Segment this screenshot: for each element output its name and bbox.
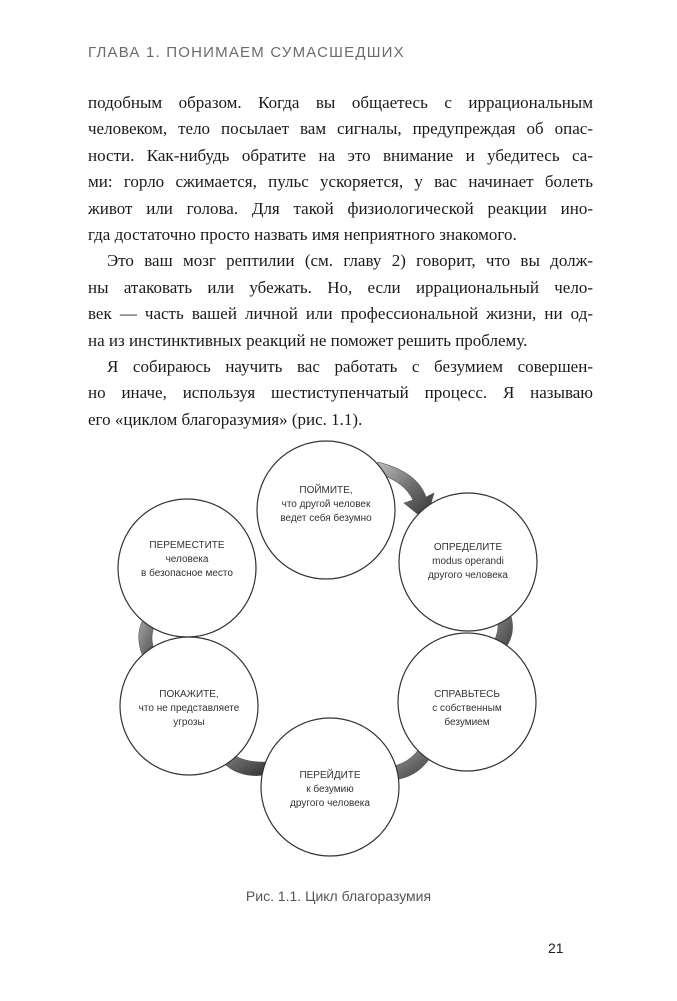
step-3-line-3: безумием	[444, 717, 490, 728]
step-4-line-2: к безумию	[306, 784, 354, 795]
step-5-line-3: угрозы	[173, 717, 205, 728]
text-line: ми: горло сжимается, пульс ускоряется, у вас начинает болеть	[88, 172, 593, 192]
paragraph-2	[88, 248, 593, 354]
figure-caption: Рис. 1.1. Цикл благоразумия	[245, 888, 432, 904]
text-line: Я собираюсь научить вас работать с безумием совершен-	[107, 357, 593, 377]
step-2-line-2: modus operandi	[432, 556, 504, 567]
cycle-step-3	[398, 633, 536, 771]
step-6-line-2: человека	[165, 554, 209, 565]
text-line: на из инстинктивных реакций не поможет решить проблему.	[88, 330, 528, 350]
step-1-line-2: что другой человек	[281, 499, 371, 510]
text-line: ны атаковать или убежать. Но, если иррациональный чело-	[88, 277, 593, 297]
cycle-step-4	[261, 718, 399, 856]
step-5-title: ПОКАЖИТЕ,	[159, 689, 219, 700]
text-line: его «циклом благоразумия» (рис. 1.1).	[88, 409, 363, 429]
text-line: подобным образом. Когда вы общаетесь с иррациональным	[88, 93, 593, 112]
text-line: живот или голова. Для такой физиологической реакции ино-	[88, 198, 593, 218]
cycle-step-1	[257, 441, 395, 579]
text-line: ности. Как-нибудь обратите на это внимание и убедитесь са-	[88, 145, 593, 165]
step-1-line-3: ведет себя безумно	[280, 513, 372, 524]
step-2-title: ОПРЕДЕЛИТЕ	[433, 542, 503, 553]
cycle-step-2	[399, 493, 537, 631]
step-1-title: ПОЙМИТЕ,	[299, 485, 353, 496]
step-4-line-3: другого человека	[290, 798, 370, 809]
step-6-line-3: в безопасное место	[141, 568, 233, 579]
body-text	[88, 90, 593, 433]
step-3-title: СПРАВЬТЕСЬ	[434, 689, 500, 700]
text-line: гда достаточно просто назвать имя неприятного знакомого.	[88, 225, 517, 245]
text-line: Это ваш мозг рептилии (см. главу 2) говорит, что вы долж-	[107, 251, 593, 271]
cycle-diagram	[0, 430, 677, 875]
step-3-line-2: с собственным	[432, 703, 502, 714]
text-line: человеком, тело посылает вам сигналы, предупреждая об опас-	[88, 119, 593, 139]
page-number: 21	[548, 940, 564, 956]
paragraph-3	[88, 354, 593, 433]
text-line: но иначе, используя шестиступенчатый процесс. Я называю	[88, 383, 593, 403]
cycle-step-6	[118, 499, 256, 637]
step-5-line-2: что не представляете	[138, 703, 240, 714]
step-6-title: ПЕРЕМЕСТИТЕ	[149, 540, 225, 551]
running-header: ГЛАВА 1. ПОНИМАЕМ СУМАСШЕДШИХ	[88, 44, 405, 61]
paragraph-1	[88, 90, 593, 248]
cycle-step-5	[120, 637, 258, 775]
step-4-title: ПЕРЕЙДИТЕ	[299, 770, 361, 781]
step-2-line-3: другого человека	[428, 570, 508, 581]
text-line: век — часть вашей личной или профессиональной жизни, ни од-	[88, 304, 593, 324]
